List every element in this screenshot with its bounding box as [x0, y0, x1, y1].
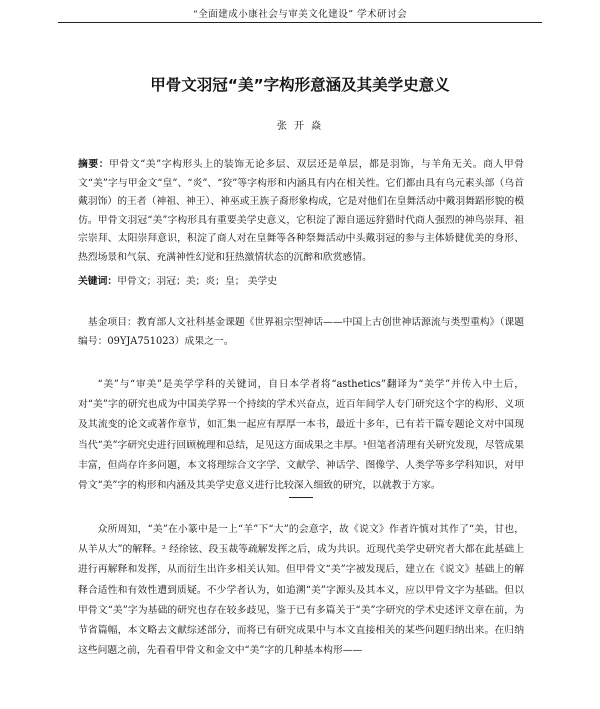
- header-rule: [58, 22, 542, 23]
- keywords-text: 甲骨文；羽冠；美；炎；皇； 美学史: [117, 276, 278, 287]
- keywords: [78, 274, 524, 290]
- body-paragraph-2: 众所周知，“美”在小篆中是一上“羊”下“大”的会意字，故《说文》作者许慎对其作了“美，甘也，从羊从大”的解释。² 经徐铉、段玉裁等疏解发挥之后，成为共识。近现代美学史研究者大都在此基础上进行再解释和发挥，从而衍生出许多相关认知。但甲骨文“美”字被发现后，建立在《说文》基础上的解释合适性和有效性遭到质疑。不少学者认为，如追溯“美”字源头及其本义，应以甲骨文字为基础。但以甲骨文“美”字为基础的研究也存在较多歧见，鉴于已有多篇关于“美”字研究的学术史述评文章在前，为节省篇幅，本文略去文献综述部分，而将已有研究成果中与本文直接相关的某些问题归纳出来。在归纳这些问题之前，先看看甲骨文和金文中“美”字的几种基本构形——: [78, 524, 524, 657]
- body-paragraph-1: “美”与“审美”是美学学科的关键词，自日本学者将“asthetics”翻译为“美学”并传入中土后，对“美”字的研究也成为中国美学界一个持续的学术兴奋点，近百年间学人专门研究这个字的构形、义项及其流变的论文或著作章节，如汇集一起应有厚厚一本书，最近十多年，已有若干篇专题论文对中国现当代“美”字研究史进行回顾梳理和总结，足见这方面成果之丰厚。¹但笔者清理有关研究发现，尽管成果丰富，但尚存许多问题，本文将理综合文字学、文献学、神话学、图像学、人类学等多学科知识，对甲骨文“美”字的构形和内涵及其美学史意义进行比较深入细致的研究，以就教于方家。: [78, 379, 524, 492]
- running-header: “全面建成小康社会与审美文化建设” 学术研讨会: [192, 9, 408, 20]
- abstract: [78, 156, 524, 268]
- keywords-label: 关键词：: [78, 276, 118, 287]
- abstract-label: 摘要：: [78, 159, 110, 170]
- section-separator: [289, 497, 313, 498]
- author-name: 张 开 焱: [276, 121, 324, 132]
- article-title: 甲骨文羽冠“美”字构形意涵及其美学史意义: [150, 76, 450, 94]
- abstract-text: 甲骨文“美”字构形头上的装饰无论多层、双层还是单层，都是羽饰，与羊角无关。商人甲骨文“美”字与甲金文“皇”、“炎”、“狡”等字构形和内涵具有内在相关性。它们都由具有乌元素头部（乌首戴羽饰）的王者（神祖、神王）、神巫或王族子裔形象构成，它是对他们在皇舞活动中戴羽舞蹈形貌的模仿。甲骨文羽冠“美”字构形具有重要美学史意义，它积淀了源自遥远狩猎时代商人强烈的神鸟崇拜、祖宗崇拜、太阳崇拜意识，积淀了商人对在皇舞等各种祭舞活动中头戴羽冠的参与主体娇健优美的身形、热烈场景和气氛、充满神性幻觉和狂热激情状态的沉醉和欣赏感情。: [78, 159, 524, 263]
- fund-note: 基金项目：教育部人文社科基金课题《世界祖宗型神话——中国上古创世神话源流与类型重构》（课题编号：09YJA751023）成果之一。: [78, 317, 524, 347]
